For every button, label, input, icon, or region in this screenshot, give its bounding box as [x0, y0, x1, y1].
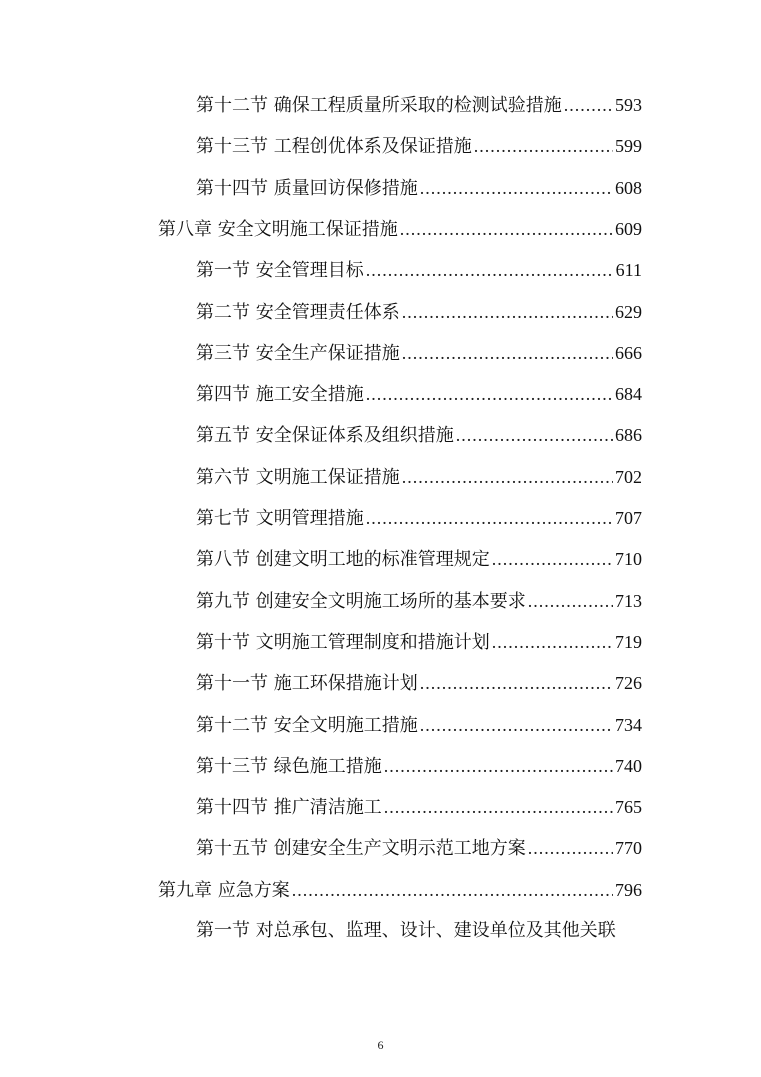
toc-entry-page: 702	[615, 466, 642, 487]
toc-section-entry	[196, 586, 642, 616]
toc-dot-leader	[420, 710, 613, 740]
toc-dot-leader	[474, 131, 613, 161]
toc-entry-page: 593	[615, 95, 642, 115]
toc-chapter-entry	[158, 875, 642, 905]
toc-entry-page: 713	[615, 590, 642, 611]
toc-entry-title: 第二节 安全管理责任体系	[196, 301, 400, 323]
toc-dot-leader	[384, 792, 613, 822]
toc-section-entry	[196, 916, 642, 946]
toc-chapter-entry	[158, 214, 642, 244]
toc-entry-page: 684	[615, 384, 642, 405]
toc-entry-title: 第四节 施工安全措施	[196, 384, 364, 406]
toc-section-entry	[196, 379, 642, 409]
toc-dot-leader	[384, 751, 613, 781]
toc-entry-title: 第七节 文明管理措施	[196, 508, 364, 529]
toc-section-entry	[196, 90, 642, 120]
toc-entry-title: 第十四节 质量回访保修措施	[196, 177, 418, 199]
toc-section-entry	[196, 297, 642, 327]
toc-section-entry	[196, 710, 642, 740]
toc-entry-page: 707	[615, 508, 642, 528]
toc-entry-title: 第十三节 工程创优体系及保证措施	[196, 136, 472, 158]
toc-entry-page: 734	[615, 714, 642, 735]
toc-dot-leader	[420, 668, 613, 698]
toc-entry-page: 726	[615, 673, 642, 694]
toc-entry-title: 第六节 文明施工保证措施	[196, 466, 400, 488]
toc-section-entry	[196, 420, 642, 450]
toc-entry-title: 第八节 创建文明工地的标准管理规定	[196, 549, 490, 571]
toc-section-entry	[196, 792, 642, 822]
toc-entry-title: 第十三节 绿色施工措施	[196, 755, 382, 777]
toc-entry-page: 599	[615, 136, 642, 157]
toc-entry-page: 740	[615, 755, 642, 776]
toc-dot-leader	[402, 338, 613, 368]
toc-section-entry	[196, 338, 642, 368]
toc-entry-title: 第十节 文明施工管理制度和措施计划	[196, 631, 490, 653]
toc-entry-title: 第十五节 创建安全生产文明示范工地方案	[196, 838, 526, 860]
page-number: 6	[377, 1038, 384, 1052]
toc-entry-page: 770	[615, 838, 642, 859]
toc-entry-page: 666	[615, 342, 642, 363]
toc-dot-leader	[528, 833, 613, 863]
toc-entry-page: 609	[615, 218, 642, 239]
toc-section-entry	[196, 503, 642, 533]
toc-entry-title: 第十二节 安全文明施工措施	[196, 714, 418, 736]
toc-entry-page: 796	[615, 879, 642, 900]
toc-entry-page: 686	[615, 425, 642, 446]
toc-section-entry	[196, 544, 642, 574]
toc-entry-page: 765	[615, 797, 642, 818]
toc-entry-page: 611	[615, 260, 642, 281]
toc-dot-leader	[492, 627, 613, 657]
toc-dot-leader	[366, 255, 614, 285]
toc-entry-title: 第一节 安全管理目标	[196, 260, 364, 282]
toc-dot-leader	[528, 586, 613, 616]
toc-entry-page: 608	[615, 177, 642, 198]
toc-entry-title: 第九章 应急方案	[158, 879, 290, 901]
toc-entry-page: 710	[615, 549, 642, 570]
toc-entry-title: 第三节 安全生产保证措施	[196, 342, 400, 364]
toc-entry-title: 第十四节 推广清洁施工	[196, 797, 382, 819]
toc-section-entry	[196, 668, 642, 698]
toc-dot-leader	[366, 379, 613, 409]
toc-dot-leader	[402, 462, 613, 492]
toc-entry-title: 第十二节 确保工程质量所采取的检测试验措施	[196, 95, 562, 116]
toc-entry-title: 第一节 对总承包、监理、设计、建设单位及其他关联	[196, 920, 616, 941]
toc-section-entry	[196, 627, 642, 657]
toc-entry-title: 第五节 安全保证体系及组织措施	[196, 425, 454, 447]
toc-dot-leader	[492, 544, 613, 574]
toc-section-entry	[196, 462, 642, 492]
toc-dot-leader	[400, 214, 613, 244]
toc-entry-title: 第八章 安全文明施工保证措施	[158, 218, 398, 240]
toc-entry-title: 第九节 创建安全文明施工场所的基本要求	[196, 590, 526, 612]
toc-dot-leader	[366, 503, 613, 533]
toc-entry-title: 第十一节 施工环保措施计划	[196, 673, 418, 695]
toc-dot-leader	[292, 875, 613, 905]
toc-section-entry	[196, 131, 642, 161]
toc-dot-leader	[456, 420, 613, 450]
toc-section-entry	[196, 173, 642, 203]
toc-dot-leader	[420, 173, 613, 203]
toc-section-entry	[196, 833, 642, 863]
toc-section-entry	[196, 255, 642, 285]
toc-section-entry	[196, 751, 642, 781]
toc-entry-page: 719	[615, 631, 642, 652]
toc-dot-leader	[564, 90, 613, 120]
toc-entry-page: 629	[615, 301, 642, 322]
toc-dot-leader	[402, 297, 613, 327]
